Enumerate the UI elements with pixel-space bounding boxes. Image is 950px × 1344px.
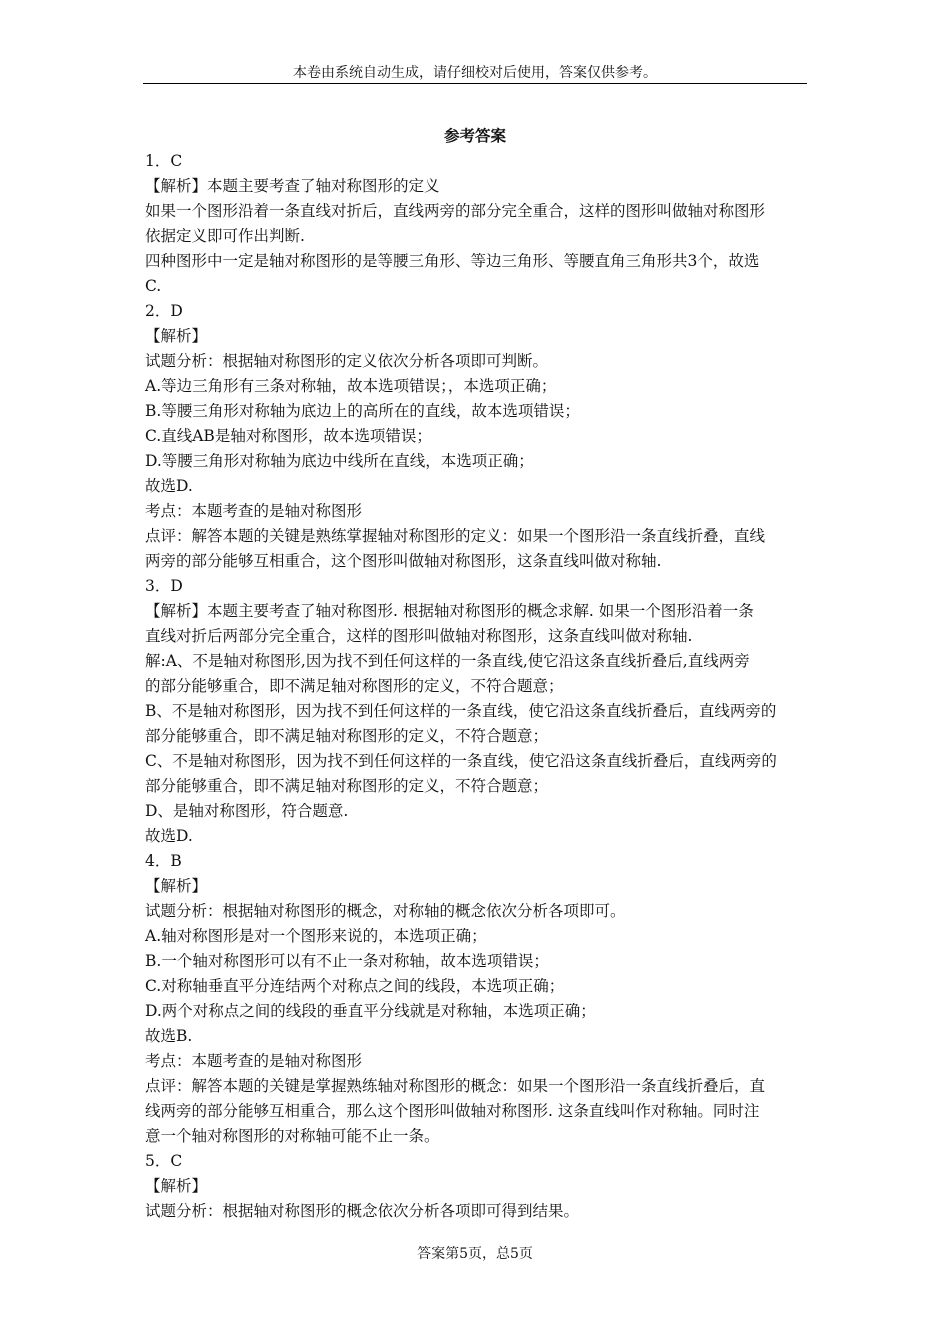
page-header: 本卷由系统自动生成，请仔细校对后使用，答案仅供参考。 bbox=[143, 64, 807, 84]
text-line: 1．C bbox=[145, 152, 183, 170]
text-line: 四种图形中一定是轴对称图形的是等腰三角形、等边三角形、等腰直角三角形共3个，故选 bbox=[145, 252, 760, 270]
text-line: D.两个对称点之间的线段的垂直平分线就是对称轴，本选项正确； bbox=[145, 1002, 596, 1020]
text-line: 试题分析：根据轴对称图形的概念，对称轴的概念依次分析各项即可。 bbox=[145, 902, 626, 920]
page-title: 参考答案 bbox=[443, 126, 506, 145]
text-line: 3．D bbox=[145, 577, 183, 595]
text-line: C.直线AB是轴对称图形，故本选项错误； bbox=[145, 427, 432, 445]
text-line: D.等腰三角形对称轴为底边中线所在直线，本选项正确； bbox=[145, 452, 534, 470]
text-line: 试题分析：根据轴对称图形的定义依次分析各项即可判断。 bbox=[145, 352, 549, 370]
text-line: 4．B bbox=[145, 852, 182, 870]
text-line: 【解析】 bbox=[145, 877, 208, 895]
text-line: 考点：本题考查的是轴对称图形 bbox=[145, 502, 363, 520]
page-footer: 答案第5页，总5页 bbox=[417, 1246, 533, 1262]
text-line: A.轴对称图形是对一个图形来说的，本选项正确； bbox=[145, 927, 487, 945]
text-line: 如果一个图形沿着一条直线对折后，直线两旁的部分完全重合，这样的图形叫做轴对称图形 bbox=[145, 202, 766, 220]
text-line: C.对称轴垂直平分连结两个对称点之间的线段，本选项正确； bbox=[145, 977, 565, 995]
text-line: C、不是轴对称图形，因为找不到任何这样的一条直线，使它沿这条直线折叠后，直线两旁的 bbox=[145, 752, 777, 770]
text-line: 线两旁的部分能够互相重合，那么这个图形叫做轴对称图形. 这条直线叫作对称轴。同时注 bbox=[145, 1102, 760, 1120]
text-line: 部分能够重合，即不满足轴对称图形的定义，不符合题意； bbox=[145, 777, 549, 795]
text-line: 直线对折后两部分完全重合，这样的图形叫做轴对称图形，这条直线叫做对称轴. bbox=[145, 627, 693, 645]
text-line: 两旁的部分能够互相重合，这个图形叫做轴对称图形，这条直线叫做对称轴. bbox=[145, 552, 662, 570]
text-line: 试题分析：根据轴对称图形的概念依次分析各项即可得到结果。 bbox=[145, 1202, 580, 1220]
text-line: 故选B. bbox=[145, 1027, 193, 1045]
text-line: 【解析】本题主要考查了轴对称图形. 根据轴对称图形的概念求解. 如果一个图形沿着一条 bbox=[145, 602, 754, 620]
text-line: 意一个轴对称图形的对称轴可能不止一条。 bbox=[145, 1127, 440, 1145]
text-line: 点评：解答本题的关键是熟练掌握轴对称图形的定义：如果一个图形沿一条直线折叠，直线 bbox=[145, 527, 766, 545]
text-line: 考点：本题考查的是轴对称图形 bbox=[145, 1052, 363, 1070]
text-line: 点评：解答本题的关键是掌握熟练轴对称图形的概念：如果一个图形沿一条直线折叠后，直 bbox=[145, 1077, 766, 1095]
text-line: 2．D bbox=[145, 302, 183, 320]
text-line: B.等腰三角形对称轴为底边上的高所在的直线，故本选项错误； bbox=[145, 402, 580, 420]
text-line: 故选D. bbox=[145, 827, 193, 845]
text-line: C. bbox=[145, 277, 162, 295]
answer-content bbox=[145, 149, 807, 1224]
text-line: B、不是轴对称图形，因为找不到任何这样的一条直线，使它沿这条直线折叠后，直线两旁的 bbox=[145, 702, 777, 720]
text-line: 解:A、不是轴对称图形,因为找不到任何这样的一条直线,使它沿这条直线折叠后,直线两旁 bbox=[145, 652, 750, 670]
text-line: 依据定义即可作出判断. bbox=[145, 227, 305, 245]
text-line: 【解析】 bbox=[145, 1177, 208, 1195]
text-line: B.一个轴对称图形可以有不止一条对称轴，故本选项错误； bbox=[145, 952, 549, 970]
text-line: 5．C bbox=[145, 1152, 183, 1170]
text-line: D、是轴对称图形，符合题意. bbox=[145, 802, 349, 820]
text-line: 【解析】本题主要考查了轴对称图形的定义 bbox=[145, 177, 440, 195]
text-line: 部分能够重合，即不满足轴对称图形的定义，不符合题意； bbox=[145, 727, 549, 745]
text-line: A.等边三角形有三条对称轴，故本选项错误；，本选项正确； bbox=[145, 377, 557, 395]
text-line: 【解析】 bbox=[145, 327, 208, 345]
text-line: 故选D. bbox=[145, 477, 193, 495]
text-line: 的部分能够重合，即不满足轴对称图形的定义，不符合题意； bbox=[145, 677, 564, 695]
